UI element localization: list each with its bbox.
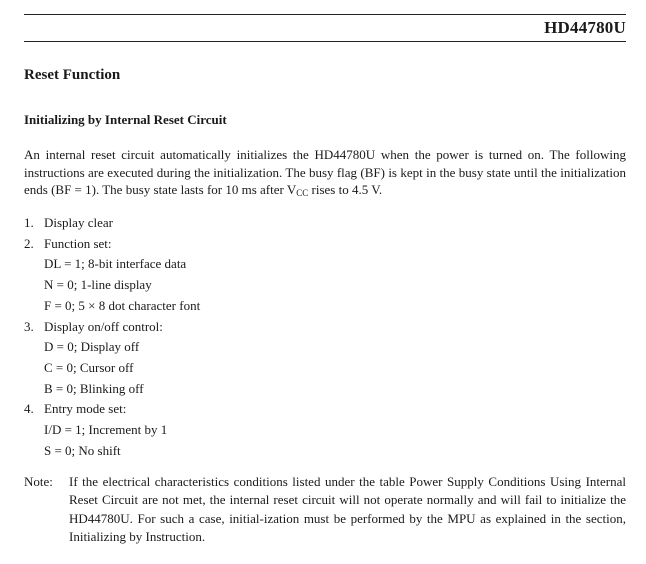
document-header-title: HD44780U [544, 18, 626, 37]
vcc-subscript: CC [296, 188, 309, 198]
step-label: Function set: [44, 235, 112, 251]
section-title: Reset Function [24, 67, 121, 83]
setting-s: S = 0; No shift [44, 442, 121, 458]
step-label: Display clear [44, 215, 113, 230]
step-label: Entry mode set: [44, 401, 127, 417]
setting-c: C = 0; Cursor off [44, 359, 134, 375]
step-function-set [24, 234, 624, 317]
setting-n: N = 0; 1-line display [44, 277, 152, 293]
initialization-steps-list [24, 213, 624, 461]
note-block [24, 473, 626, 546]
subsection-title: Initializing by Internal Reset Circuit [24, 112, 227, 127]
setting-b: B = 0; Blinking off [44, 380, 144, 396]
step-entry-mode-set [24, 399, 624, 461]
step-number: 4. [24, 401, 34, 417]
setting-dl: DL = 1; 8-bit interface data [44, 256, 187, 272]
intro-text-end: rises to 4.5 V. [308, 182, 383, 197]
header-bottom-rule [24, 41, 626, 42]
setting-d: D = 0; Display off [44, 339, 140, 355]
setting-id: I/D = 1; Increment by 1 [44, 422, 168, 438]
intro-text: An internal reset circuit automatically initializes the HD44780U when the power is turned on. The following instructions are executed during the initialization. The busy flag (BF) is kept in the busy state until the initialization ends (BF = 1). The busy state lasts for 10 ms after V [24, 147, 626, 197]
setting-f: F = 0; 5 × 8 dot character font [44, 297, 201, 313]
header-top-rule [24, 14, 626, 15]
step-display-on-off-control [24, 317, 624, 400]
intro-paragraph [24, 146, 626, 199]
step-number: 3. [24, 318, 34, 334]
step-display-clear [24, 213, 624, 234]
step-label: Display on/off control: [44, 318, 163, 334]
note-label: Note: [24, 474, 53, 489]
step-number: 1. [24, 215, 34, 230]
step-number: 2. [24, 235, 34, 251]
note-text: If the electrical characteristics conditions listed under the table Power Supply Conditions Using Internal Reset Circuit are not met, the internal reset circuit will not operate normally and will fail to initialize the HD44780U. For such a case, initial-ization must be performed by the MPU as explained in the section, Initializing by Instruction. [69, 474, 626, 544]
